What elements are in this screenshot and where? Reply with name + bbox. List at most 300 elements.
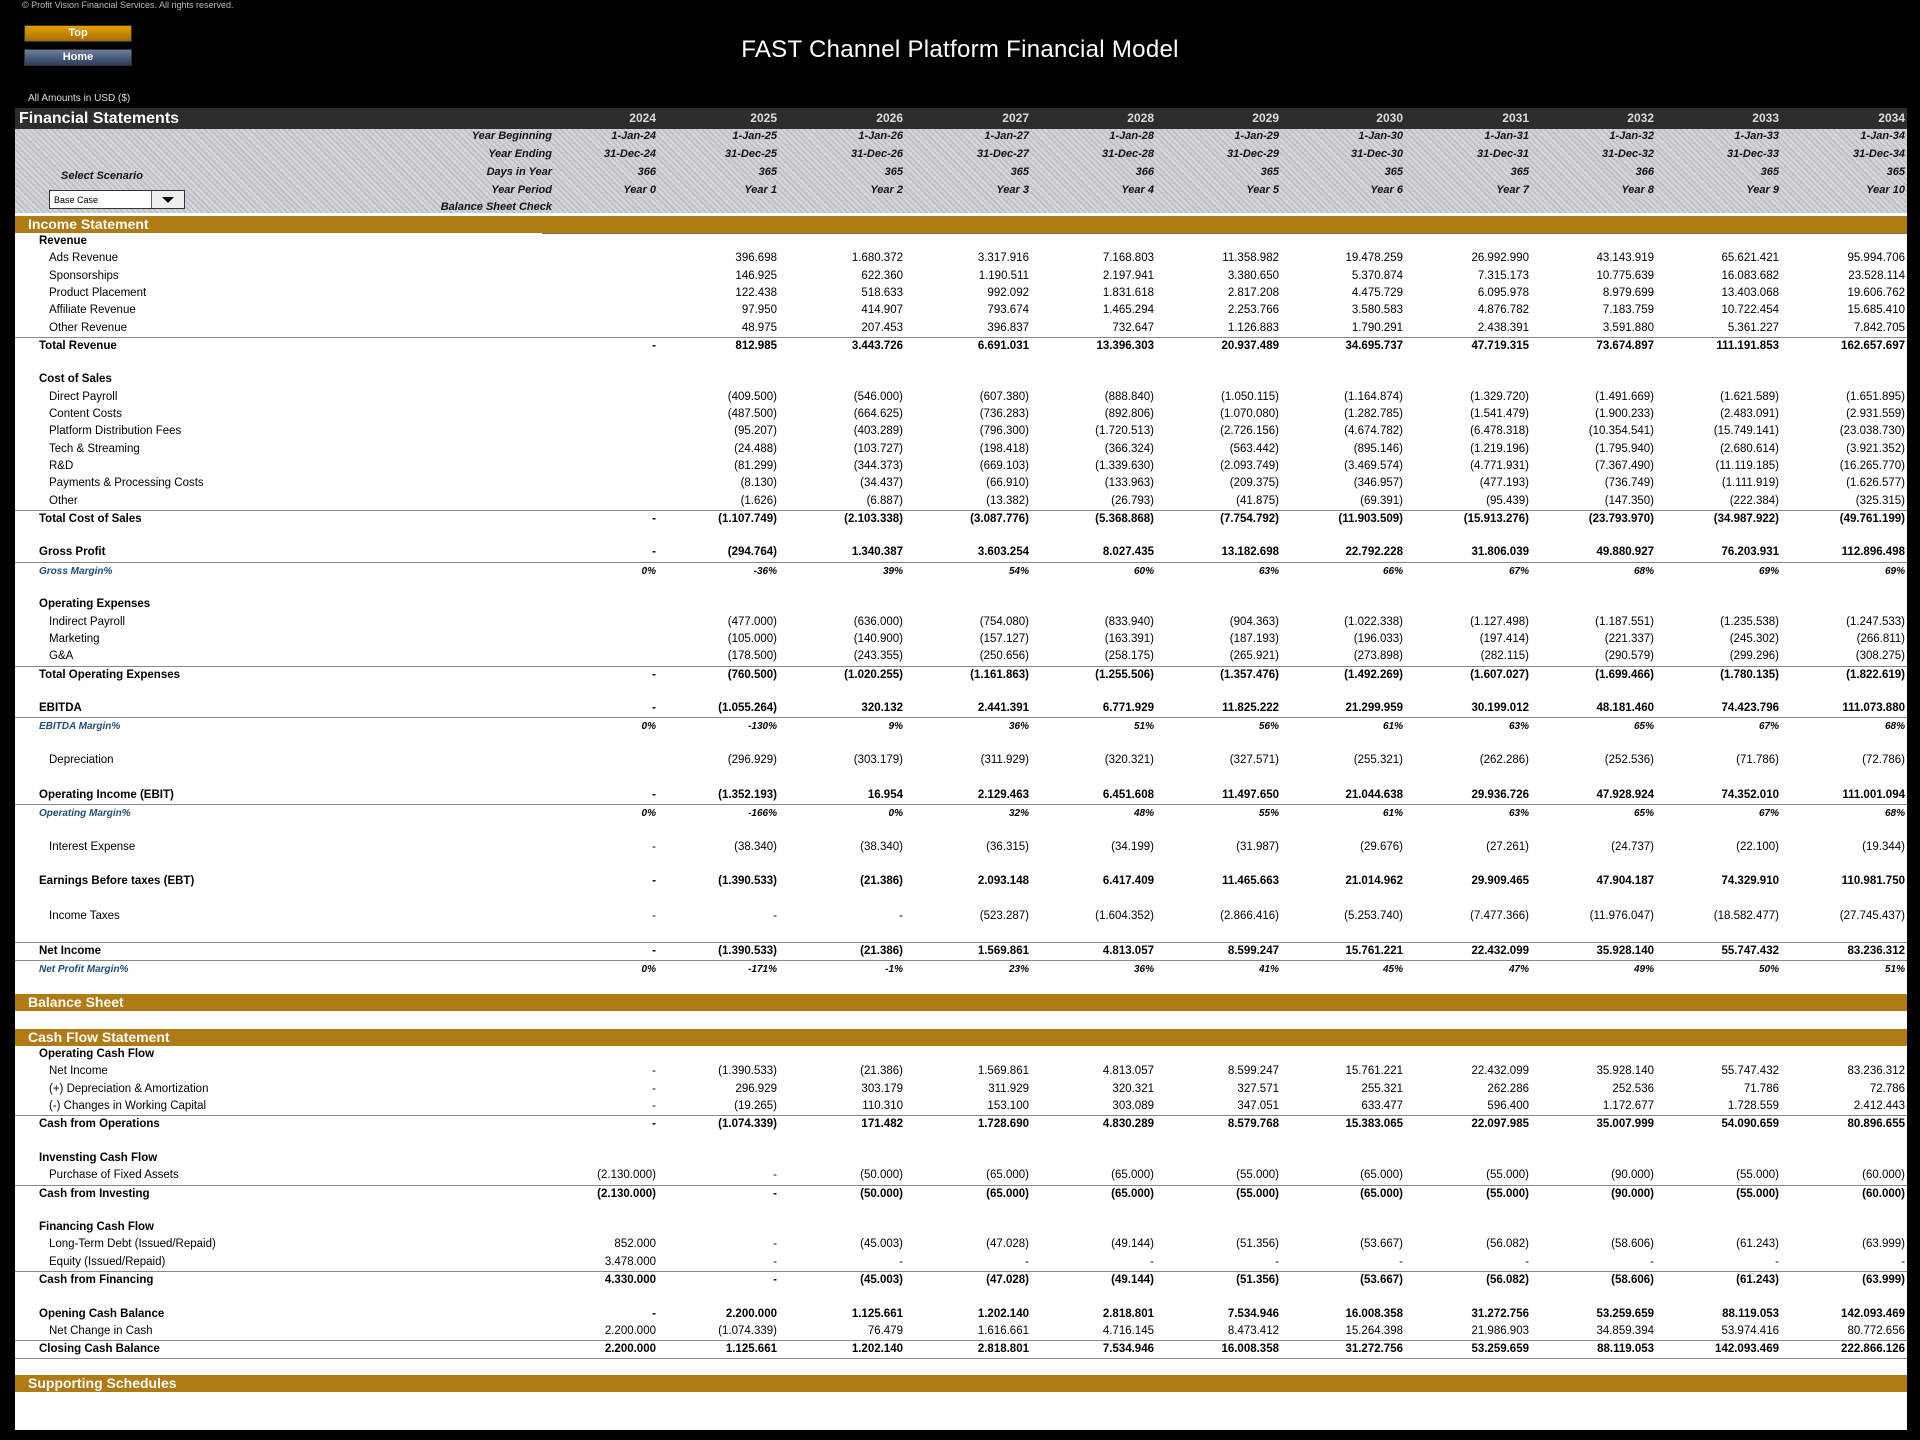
copyright-text: © Profit Vision Financial Services. All rights reserved.	[22, 0, 234, 10]
cell-value: 3.317.916	[977, 252, 1029, 265]
table-row	[15, 1340, 1907, 1359]
period-value: Year 4	[1121, 184, 1154, 196]
cell-value: 1.790.291	[1351, 321, 1403, 334]
cell-value: 35.928.140	[1596, 1065, 1654, 1078]
cell-value: 4.475.729	[1351, 286, 1403, 299]
cell-value: (49.144)	[1111, 1274, 1154, 1286]
row-label: G&A	[49, 650, 74, 663]
cell-value: -166%	[748, 807, 777, 819]
margin-row	[15, 562, 1907, 580]
year-ending-value: 31-Dec-25	[725, 148, 777, 160]
balance-sheet-check-label: Balance Sheet Check	[440, 201, 552, 213]
cell-value: 41%	[1258, 963, 1279, 975]
cell-value: (1.111.919)	[1721, 477, 1779, 490]
days-value: 365	[1010, 166, 1029, 178]
cell-value: (243.355)	[853, 650, 903, 663]
cell-value: 3.580.583	[1351, 304, 1403, 317]
cell-value: -	[652, 909, 656, 922]
statements-header-bar	[15, 108, 1907, 129]
cell-value: -	[773, 1255, 777, 1268]
section-income-statement[interactable]	[15, 216, 1907, 233]
cell-value: (3.469.574)	[1344, 459, 1403, 472]
cell-value: -1%	[885, 963, 903, 975]
cell-value: (90.000)	[1611, 1169, 1654, 1182]
row-label: Purchase of Fixed Assets	[49, 1169, 179, 1182]
cell-value: 48%	[1133, 807, 1154, 819]
cell-value: 15.383.065	[1345, 1118, 1403, 1131]
cell-value: 47.719.315	[1471, 339, 1529, 352]
cell-value: (296.929)	[727, 754, 777, 766]
year-header-2026: 2026	[876, 111, 903, 125]
cell-value: 47.904.187	[1596, 875, 1654, 888]
cell-value: 35.007.999	[1596, 1118, 1654, 1131]
year-header-2030: 2030	[1376, 111, 1403, 125]
cell-value: -	[1650, 1255, 1654, 1268]
table-row	[15, 423, 1907, 440]
cell-value: -	[1025, 1255, 1029, 1268]
group-heading	[15, 596, 1907, 613]
cell-value: 0%	[888, 807, 903, 819]
cell-value: 1.125.661	[725, 1343, 777, 1356]
cell-value: -	[899, 909, 903, 922]
cell-value: (760.500)	[727, 668, 777, 681]
cell-value: (736.283)	[979, 408, 1029, 420]
scenario-dropdown[interactable]	[49, 190, 185, 209]
cell-value: 2.200.000	[604, 1324, 656, 1337]
cell-value: 48.181.460	[1596, 702, 1654, 715]
cell-value: 55.747.432	[1721, 945, 1779, 958]
cell-value: 16.083.682	[1721, 269, 1779, 282]
cell-value: 1.190.511	[978, 269, 1029, 282]
year-header-2025: 2025	[750, 111, 777, 125]
cell-value: 31.806.039	[1471, 546, 1529, 559]
top-button[interactable]: Top	[24, 25, 132, 42]
cell-value: 252.536	[1612, 1082, 1654, 1095]
row-label: Financing Cash Flow	[39, 1221, 155, 1234]
days-value: 365	[1760, 166, 1779, 178]
cell-value: 45%	[1382, 963, 1403, 975]
cell-value: 49%	[1633, 963, 1654, 975]
financial-statements-sheet	[15, 108, 1907, 1430]
cell-value: (19.265)	[734, 1100, 777, 1112]
table-row	[15, 908, 1907, 925]
cell-value: (105.000)	[727, 632, 777, 645]
row-label: Payments & Processing Costs	[49, 477, 204, 490]
days-value: 366	[1135, 166, 1154, 178]
row-label: Income Taxes	[49, 909, 120, 922]
year-header-2027: 2027	[1002, 111, 1029, 125]
cell-value: 2.412.443	[1853, 1100, 1905, 1112]
period-value: Year 1	[744, 184, 777, 196]
cell-value: (327.571)	[1229, 754, 1279, 766]
cell-value: (6.887)	[866, 494, 903, 507]
cell-value: -	[652, 339, 656, 352]
cell-value: 5.370.874	[1351, 269, 1403, 282]
chevron-down-icon[interactable]	[151, 191, 184, 208]
row-label: Equity (Issued/Repaid)	[49, 1255, 166, 1268]
cell-value: 49.880.927	[1596, 546, 1654, 559]
days-value: 366	[637, 166, 656, 178]
cell-value: (3.921.352)	[1846, 442, 1905, 455]
table-row	[15, 873, 1907, 890]
cell-value: 19.478.259	[1345, 252, 1403, 265]
row-label: Earnings Before taxes (EBT)	[39, 875, 195, 888]
cell-value: 320.132	[861, 702, 903, 715]
cell-value: (21.386)	[860, 945, 903, 958]
cell-value: (299.296)	[1729, 650, 1779, 663]
row-label: (-) Changes in Working Capital	[49, 1100, 207, 1112]
cell-value: (1.720.513)	[1095, 425, 1154, 438]
cell-value: (38.340)	[734, 840, 777, 853]
row-label: Net Profit Margin%	[39, 963, 129, 975]
cell-value: (50.000)	[860, 1169, 903, 1182]
cell-value: 15.685.410	[1847, 304, 1905, 317]
cell-value: -	[652, 875, 656, 888]
row-label: Total Cost of Sales	[39, 512, 142, 525]
year-beginning-value: 1-Jan-29	[1234, 130, 1279, 142]
cell-value: 66%	[1382, 565, 1403, 577]
cell-value: (1.255.506)	[1095, 668, 1154, 681]
cell-value: (1.900.233)	[1595, 408, 1654, 420]
row-label: Net Income	[39, 945, 101, 958]
days-in-year-label: Days in Year	[486, 166, 552, 178]
row-label: Gross Profit	[39, 546, 106, 559]
cell-value: -	[652, 702, 656, 715]
cell-value: 32%	[1008, 807, 1029, 819]
cell-value: 63%	[1508, 807, 1529, 819]
cell-value: 8.979.699	[1602, 286, 1654, 299]
cell-value: 88.119.053	[1597, 1343, 1654, 1356]
cell-value: 110.981.750	[1841, 875, 1905, 888]
cell-value: (31.987)	[1236, 840, 1279, 853]
cell-value: 5.361.227	[1727, 321, 1779, 334]
cell-value: 1.569.861	[977, 945, 1029, 958]
cell-value: (1.390.533)	[718, 1065, 777, 1078]
cell-value: (311.929)	[980, 754, 1029, 766]
cell-value: 2.200.000	[604, 1343, 656, 1356]
table-row	[15, 458, 1907, 475]
cell-value: 67%	[1758, 807, 1779, 819]
cell-value: 396.837	[987, 321, 1029, 334]
period-value: Year 10	[1866, 184, 1905, 196]
section-supporting[interactable]	[15, 1375, 1907, 1392]
cell-value: 69%	[1884, 565, 1905, 577]
cell-value: (187.193)	[1229, 632, 1279, 645]
cell-value: (266.811)	[1856, 632, 1905, 645]
cell-value: (282.115)	[1480, 650, 1529, 663]
cell-value: -	[773, 1274, 777, 1286]
cell-value: 74.352.010	[1721, 788, 1779, 801]
cell-value: 54.090.659	[1721, 1118, 1779, 1131]
cell-value: (34.437)	[860, 477, 903, 490]
year-beginning-value: 1-Jan-27	[984, 130, 1029, 142]
row-label: Operating Cash Flow	[39, 1048, 155, 1061]
year-beginning-value: 1-Jan-24	[611, 130, 656, 142]
cell-value: 311.929	[988, 1082, 1029, 1095]
cell-value: (5.368.868)	[1095, 512, 1154, 525]
cell-value: (63.999)	[1862, 1274, 1905, 1286]
table-row	[15, 475, 1907, 492]
cell-value: (197.414)	[1479, 632, 1529, 645]
cell-value: 2.200.000	[725, 1307, 777, 1320]
cell-value: 2.818.801	[977, 1343, 1029, 1356]
cell-value: -	[1525, 1255, 1529, 1268]
cell-value: 61%	[1382, 807, 1403, 819]
cell-value: 15.761.221	[1345, 945, 1403, 958]
cell-value: 56%	[1258, 721, 1279, 733]
cell-value: (21.386)	[860, 875, 903, 888]
days-value: 365	[1260, 166, 1279, 178]
table-row	[15, 1236, 1907, 1253]
cell-value: 83.236.312	[1847, 945, 1905, 958]
cell-value: 111.191.853	[1716, 339, 1779, 352]
cell-value: (38.340)	[860, 840, 903, 853]
year-ending-value: 31-Dec-32	[1602, 148, 1654, 160]
cell-value: (47.028)	[986, 1238, 1029, 1251]
table-row	[15, 942, 1907, 960]
cell-value: -	[652, 546, 656, 559]
table-row	[15, 1185, 1907, 1203]
cell-value: 80.772.656	[1847, 1324, 1905, 1337]
table-row	[15, 1081, 1907, 1098]
cell-value: -36%	[753, 565, 777, 577]
cell-value: (65.000)	[1360, 1169, 1403, 1182]
section-cashflow[interactable]	[15, 1029, 1907, 1046]
cell-value: (303.179)	[853, 754, 903, 766]
cell-value: 83.236.312	[1847, 1065, 1905, 1078]
cell-value: 6.417.409	[1102, 875, 1154, 888]
cell-value: (5.253.740)	[1344, 909, 1403, 922]
cell-value: 19.606.762	[1847, 286, 1905, 299]
cell-value: -	[1150, 1255, 1154, 1268]
cell-value: 15.761.221	[1345, 1065, 1403, 1078]
group-heading	[15, 1219, 1907, 1236]
cell-value: (346.957)	[1353, 477, 1403, 490]
cell-value: (796.300)	[979, 425, 1029, 438]
cell-value: 3.591.880	[1602, 321, 1654, 334]
cell-value: 29.909.465	[1471, 875, 1529, 888]
cell-value: (21.386)	[860, 1065, 903, 1078]
cell-value: 7.315.173	[1477, 269, 1529, 282]
cell-value: 22.792.228	[1345, 546, 1403, 559]
cell-value: (563.442)	[1229, 442, 1279, 455]
row-label: Closing Cash Balance	[39, 1343, 160, 1356]
days-value: 365	[1510, 166, 1529, 178]
cell-value: (23.793.970)	[1588, 512, 1654, 525]
cell-value: 992.092	[987, 286, 1029, 299]
cell-value: 36%	[1133, 963, 1154, 975]
year-ending-value: 31-Dec-24	[604, 148, 656, 160]
cell-value: 67%	[1758, 721, 1779, 733]
cell-value: (11.903.509)	[1338, 512, 1403, 525]
cell-value: (245.302)	[1729, 632, 1779, 645]
cell-value: 6.691.031	[977, 339, 1029, 352]
cell-value: (1.020.255)	[844, 668, 903, 681]
cell-value: 2.441.391	[977, 702, 1029, 715]
select-scenario-label: Select Scenario	[61, 170, 143, 182]
cell-value: 95.994.706	[1847, 252, 1905, 265]
cell-value: (65.000)	[1360, 1187, 1403, 1200]
cell-value: (8.130)	[740, 477, 777, 490]
days-value: 365	[884, 166, 903, 178]
cell-value: 50%	[1758, 963, 1779, 975]
table-row	[15, 666, 1907, 684]
row-label: Interest Expense	[49, 840, 136, 853]
cell-value: (198.418)	[979, 442, 1029, 455]
year-ending-value: 31-Dec-27	[977, 148, 1029, 160]
row-label: Net Income	[49, 1065, 108, 1078]
cell-value: (1.822.619)	[1846, 668, 1905, 681]
cell-value: 10.722.454	[1721, 304, 1779, 317]
cell-value: (1.127.498)	[1470, 615, 1529, 628]
cell-value: 31.272.756	[1471, 1307, 1529, 1320]
cell-value: -	[652, 1065, 656, 1078]
cell-value: 21.014.962	[1345, 875, 1403, 888]
table-row	[15, 1167, 1907, 1184]
cell-value: 111.073.880	[1842, 702, 1905, 715]
row-label: Other Revenue	[49, 321, 127, 334]
cell-value: (24.488)	[734, 442, 777, 455]
cell-value: (1.235.538)	[1720, 615, 1779, 628]
days-value: 365	[758, 166, 777, 178]
year-header-2024: 2024	[629, 111, 656, 125]
cell-value: 111.001.094	[1842, 788, 1905, 801]
group-heading	[15, 1150, 1907, 1167]
cell-value: (222.384)	[1729, 494, 1779, 507]
year-header-2032: 2032	[1627, 111, 1654, 125]
cell-value: (669.103)	[979, 459, 1029, 472]
cell-value: (51.356)	[1236, 1274, 1279, 1286]
cell-value: (56.082)	[1486, 1238, 1529, 1251]
cell-value: (1.352.193)	[718, 788, 777, 801]
cell-value: (58.606)	[1611, 1274, 1654, 1286]
cell-value: 596.400	[1487, 1100, 1529, 1112]
table-row	[15, 1306, 1907, 1323]
cell-value: 793.674	[987, 304, 1029, 317]
row-label: Content Costs	[49, 408, 122, 420]
cell-value: (308.275)	[1855, 650, 1905, 663]
cell-value: (252.536)	[1604, 754, 1654, 766]
statements-title: Financial Statements	[19, 110, 180, 127]
year-header-2031: 2031	[1502, 111, 1529, 125]
section-title: Supporting Schedules	[28, 1374, 177, 1391]
cell-value: 55.747.432	[1721, 1065, 1779, 1078]
row-label: Invensting Cash Flow	[39, 1151, 158, 1164]
cell-value: 2.253.766	[1227, 304, 1279, 317]
cell-value: 4.876.782	[1477, 304, 1529, 317]
cell-value: (27.261)	[1486, 840, 1529, 853]
cell-value: 65%	[1633, 807, 1654, 819]
cell-value: (221.337)	[1604, 632, 1654, 645]
cell-value: (16.265.770)	[1839, 459, 1905, 472]
amounts-note: All Amounts in USD ($)	[28, 93, 131, 104]
year-ending-value: 31-Dec-26	[851, 148, 903, 160]
cell-value: (18.582.477)	[1713, 909, 1779, 922]
home-button[interactable]: Home	[24, 49, 132, 66]
cell-value: -	[773, 1187, 777, 1200]
period-value: Year 7	[1496, 184, 1529, 196]
cell-value: (487.500)	[727, 408, 777, 420]
cell-value: (4.771.931)	[1470, 459, 1529, 472]
row-label: Cash from Financing	[39, 1274, 154, 1286]
row-label: EBITDA Margin%	[39, 721, 121, 733]
cell-value: (273.898)	[1353, 650, 1403, 663]
table-row	[15, 268, 1907, 285]
cell-value: (265.921)	[1229, 650, 1279, 663]
cell-value: 29.936.726	[1471, 788, 1529, 801]
row-label: (+) Depreciation & Amortization	[49, 1082, 209, 1095]
cell-value: -	[652, 840, 656, 853]
cell-value: 7.168.803	[1102, 252, 1154, 265]
cell-value: (1.161.863)	[970, 668, 1029, 681]
cell-value: 13.403.068	[1721, 286, 1779, 299]
cell-value: 142.093.469	[1841, 1307, 1905, 1320]
year-ending-value: 31-Dec-29	[1227, 148, 1279, 160]
cell-value: (320.321)	[1104, 754, 1154, 766]
cell-value: (1.651.895)	[1846, 390, 1905, 403]
cell-value: 3.443.726	[851, 339, 903, 352]
row-label: Product Placement	[49, 286, 147, 299]
cell-value: -	[652, 1082, 656, 1095]
cell-value: (81.299)	[734, 459, 777, 472]
cell-value: 3.603.254	[977, 546, 1029, 559]
cell-value: (7.754.792)	[1220, 512, 1279, 525]
cell-value: (26.793)	[1111, 494, 1154, 507]
cell-value: 63%	[1258, 565, 1279, 577]
cell-value: -	[652, 1118, 656, 1131]
cell-value: 47%	[1508, 963, 1529, 975]
cell-value: (50.000)	[860, 1187, 903, 1200]
cell-value: (45.003)	[860, 1274, 903, 1286]
cell-value: (47.028)	[986, 1274, 1029, 1286]
cell-value: 72.786	[1869, 1082, 1905, 1095]
cell-value: (90.000)	[1611, 1187, 1654, 1200]
cell-value: (2.931.559)	[1846, 408, 1905, 420]
cell-value: -	[1775, 1255, 1779, 1268]
cell-value: (55.000)	[1236, 1169, 1279, 1182]
period-value: Year 9	[1746, 184, 1779, 196]
table-row	[15, 1254, 1907, 1271]
table-row	[15, 1063, 1907, 1080]
cell-value: 171.482	[861, 1118, 903, 1131]
cell-value: 6.451.608	[1102, 788, 1154, 801]
table-row	[15, 510, 1907, 528]
period-value: Year 3	[996, 184, 1029, 196]
year-beginning-value: 1-Jan-32	[1609, 130, 1654, 142]
row-label: R&D	[49, 459, 74, 472]
section-balance[interactable]	[15, 994, 1907, 1011]
cell-value: (95.207)	[734, 425, 777, 438]
margin-row	[15, 960, 1907, 978]
period-value: Year 6	[1370, 184, 1403, 196]
cell-value: (133.963)	[1104, 477, 1154, 490]
year-ending-value: 31-Dec-31	[1477, 148, 1529, 160]
cell-value: 21.986.903	[1471, 1324, 1529, 1337]
cell-value: 327.571	[1237, 1082, 1279, 1095]
page-title: FAST Channel Platform Financial Model	[741, 36, 1179, 63]
cell-value: (6.478.318)	[1470, 425, 1529, 438]
cell-value: 255.321	[1361, 1082, 1403, 1095]
cell-value: 7.183.759	[1602, 304, 1654, 317]
cell-value: 4.716.145	[1102, 1324, 1154, 1337]
cell-value: (895.146)	[1353, 442, 1403, 455]
cell-value: (2.866.416)	[1220, 909, 1279, 922]
table-row	[15, 631, 1907, 648]
row-label: Total Revenue	[39, 339, 117, 352]
row-label: Operating Income (EBIT)	[39, 788, 174, 801]
cell-value: (66.910)	[986, 477, 1029, 490]
cell-value: 11.825.222	[1222, 702, 1279, 715]
